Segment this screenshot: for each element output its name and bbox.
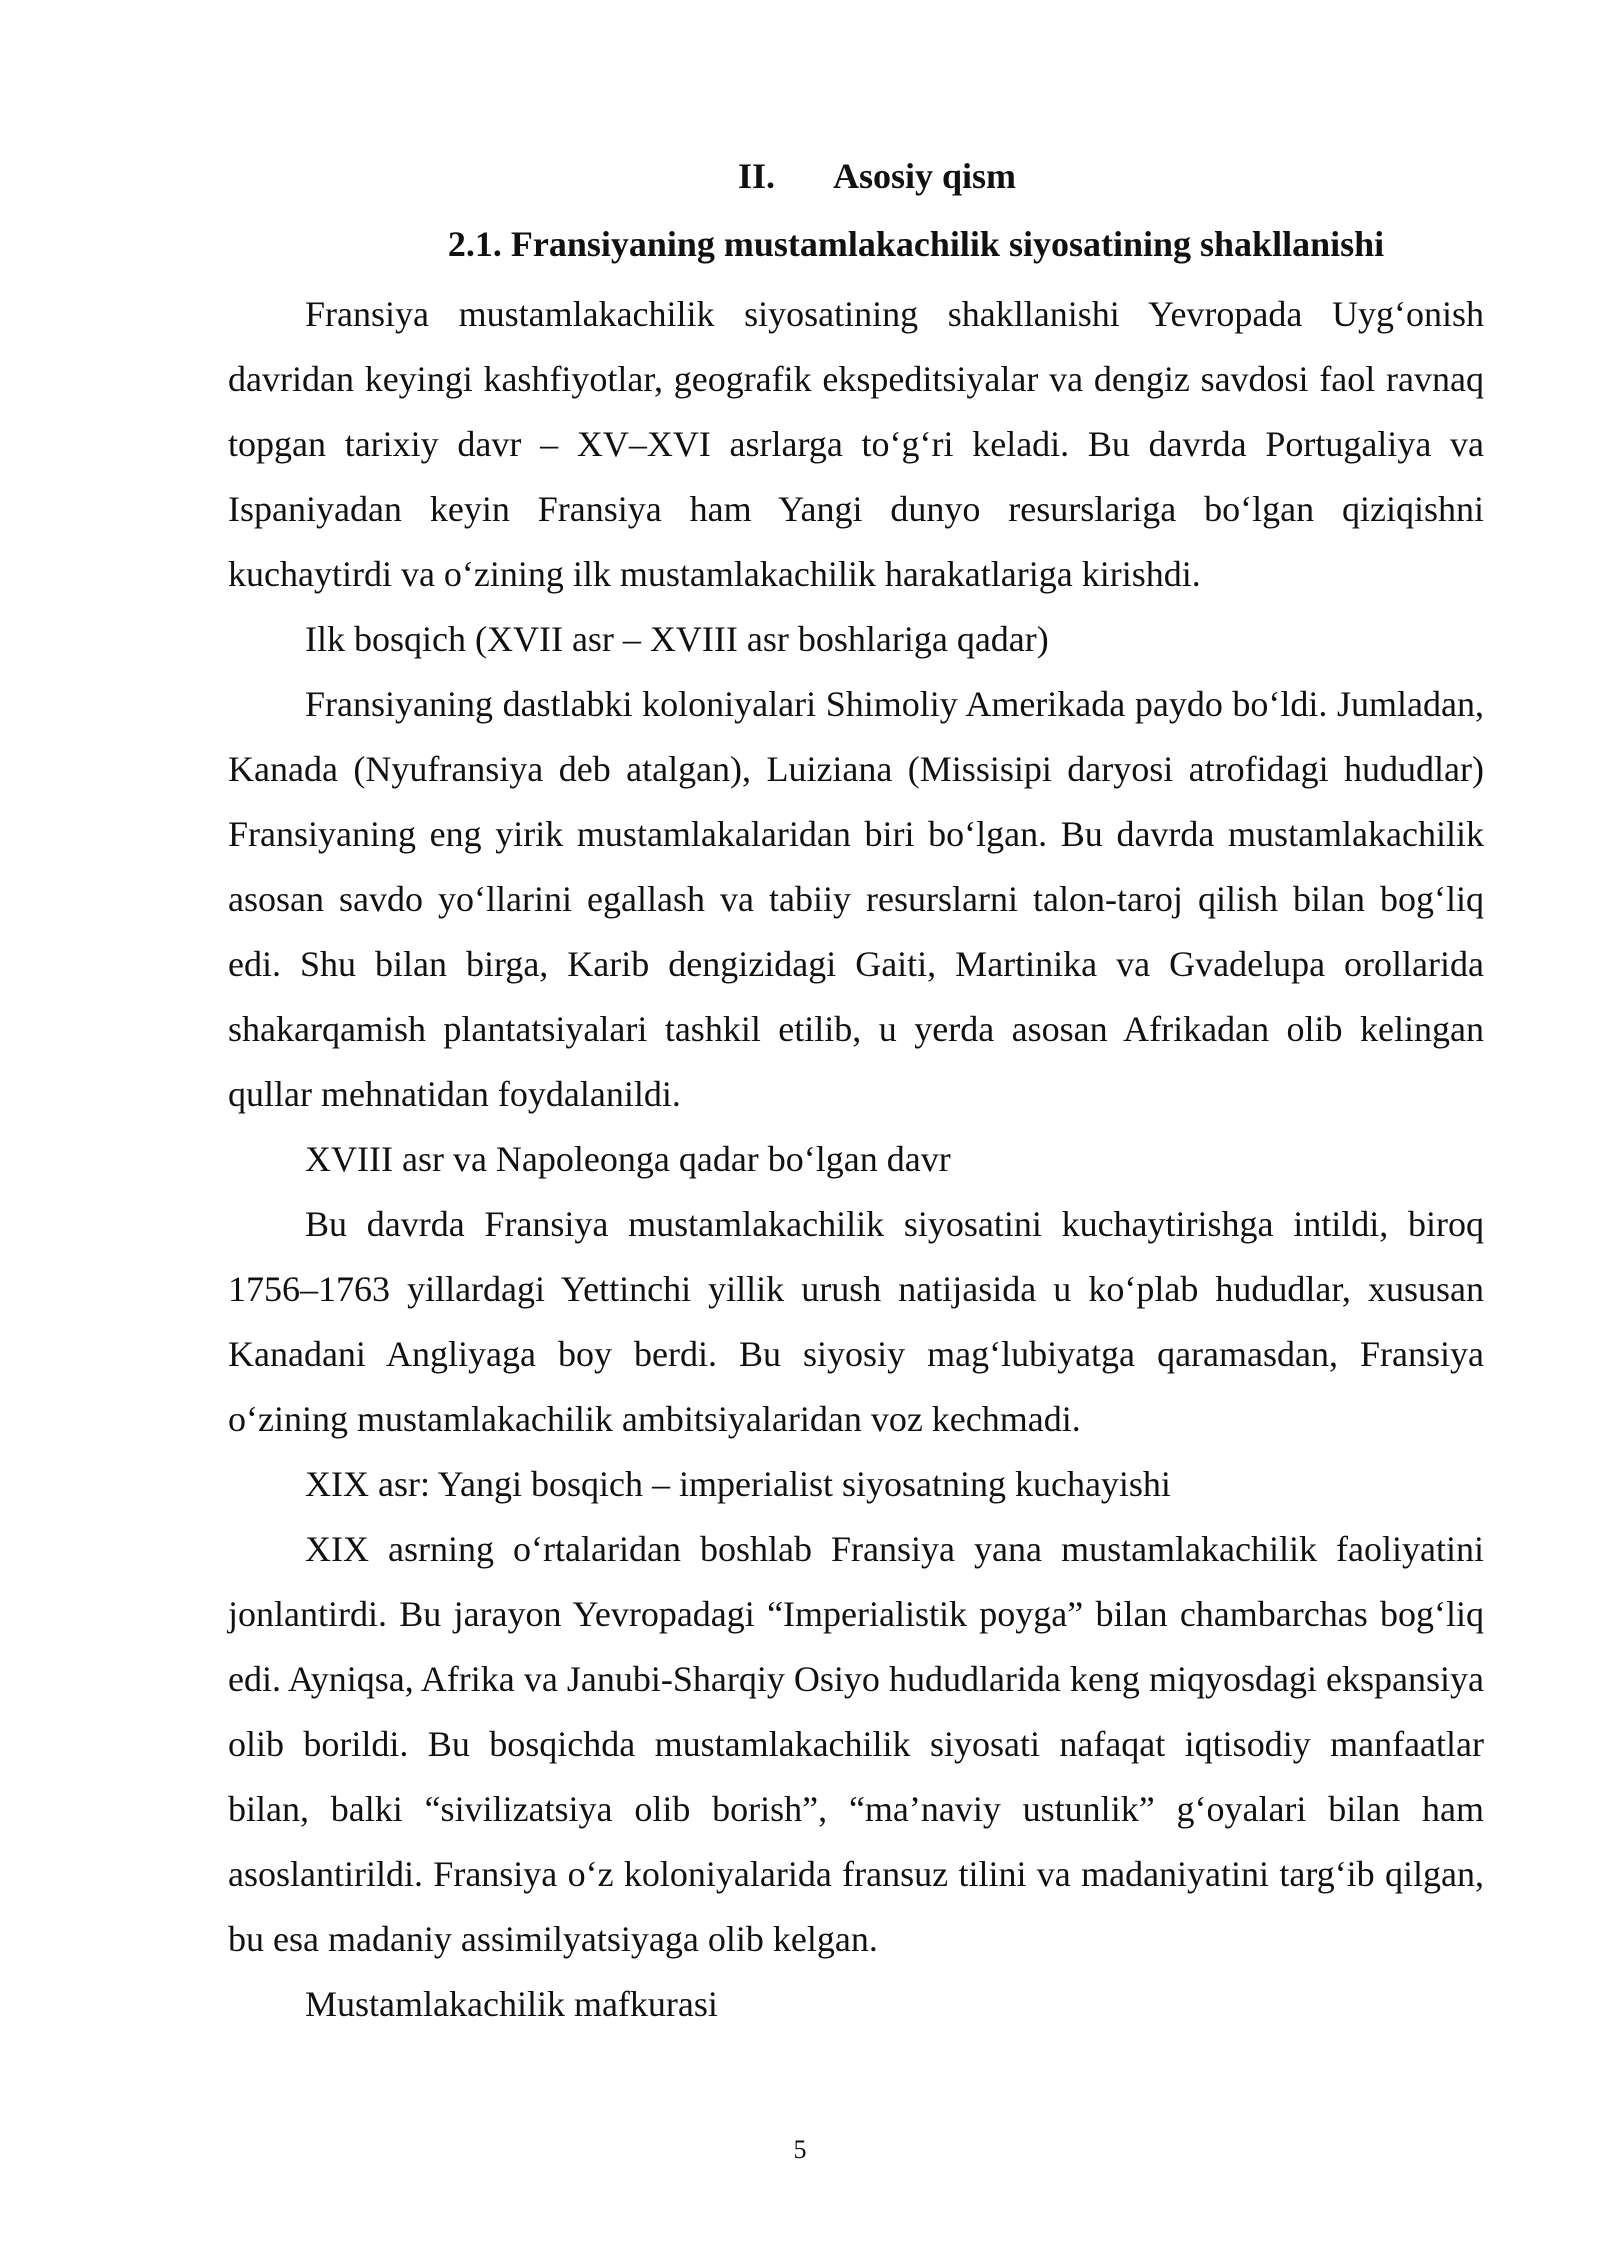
page-number: 5: [793, 2135, 807, 2164]
paragraph: XIX asrning o‘rtalaridan boshlab Fransiya yana mustamlakachilik faoliyatini jonlantirdi. Bu jarayon Yevropadagi “Imperialistik poyga” bilan chambarchas bog‘liq edi. Ayniqsa, Afrika va Janubi-Sharqiy Osiyo hududlarida keng miqyosdagi ekspansiya olib borildi. Bu bosqichda mustamlakachilik siyosati nafaqat iqtisodiy manfaatlar bilan, balki “sivilizatsiya olib borish”, “ma’naviy ustunlik” g‘oyalari bilan ham asoslantirildi. Fransiya o‘z koloniyalarida fransuz tilini va madaniyatini targ‘ib qilgan, bu esa madaniy assimilyatsiyaga olib kelgan.: [228, 1529, 1484, 1959]
document-page: [228, 148, 1484, 2037]
paragraph: Fransiyaning dastlabki koloniyalari Shimoliy Amerikada paydo bo‘ldi. Jumladan, Kanada (Nyufransiya deb atalgan), Luiziana (Missisipi daryosi atrofidagi hududlar) Fransiyaning eng yirik mustamlakalaridan biri bo‘lgan. Bu davrda mustamlakachilik asosan savdo yo‘llarini egallash va tabiiy resurslarni talon-taroj qilish bilan bog‘liq edi. Shu bilan birga, Karib dengizidagi Gaiti, Martinika va Gvadelupa orollarida shakarqamish plantatsiyalari tashkil etilib, u yerda asosan Afrikadan olib kelingan qullar mehnatidan foydalanildi.: [228, 684, 1484, 1114]
paragraph: Fransiya mustamlakachilik siyosatining shakllanishi Yevropada Uyg‘onish davridan keyingi kashfiyotlar, geografik ekspeditsiyalar va dengiz savdosi faol ravnaq topgan tarixiy davr – XV–XVI asrlarga to‘g‘ri keladi. Bu davrda Portugaliya va Ispaniyadan keyin Fransiya ham Yangi dunyo resurslariga bo‘lgan qiziqishni kuchaytirdi va o‘zining ilk mustamlakachilik harakatlariga kirishdi.: [228, 294, 1484, 594]
chapter-number: II.: [738, 156, 776, 196]
subheading: XIX asr: Yangi bosqich – imperialist siyosatning kuchayishi: [305, 1464, 1171, 1504]
subheading: XVIII asr va Napoleonga qadar bo‘lgan davr: [305, 1139, 951, 1179]
chapter-heading: [228, 148, 1484, 204]
section-title: 2.1. Fransiyaning mustamlakachilik siyosatining shakllanishi: [447, 224, 1385, 264]
subheading: Ilk bosqich (XVII asr – XVIII asr boshlariga qadar): [305, 619, 1049, 659]
paragraph: Bu davrda Fransiya mustamlakachilik siyosatini kuchaytirishga intildi, biroq 1756–1763 yillardagi Yettinchi yillik urush natijasida u ko‘plab hududlar, xususan Kanadani Angliyaga boy berdi. Bu siyosiy mag‘lubiyatga qaramasdan, Fransiya o‘zining mustamlakachilik ambitsiyalaridan voz kechmadi.: [228, 1204, 1484, 1439]
chapter-title: Asosiy qism: [833, 156, 1017, 196]
subheading: Mustamlakachilik mafkurasi: [305, 1984, 718, 2024]
